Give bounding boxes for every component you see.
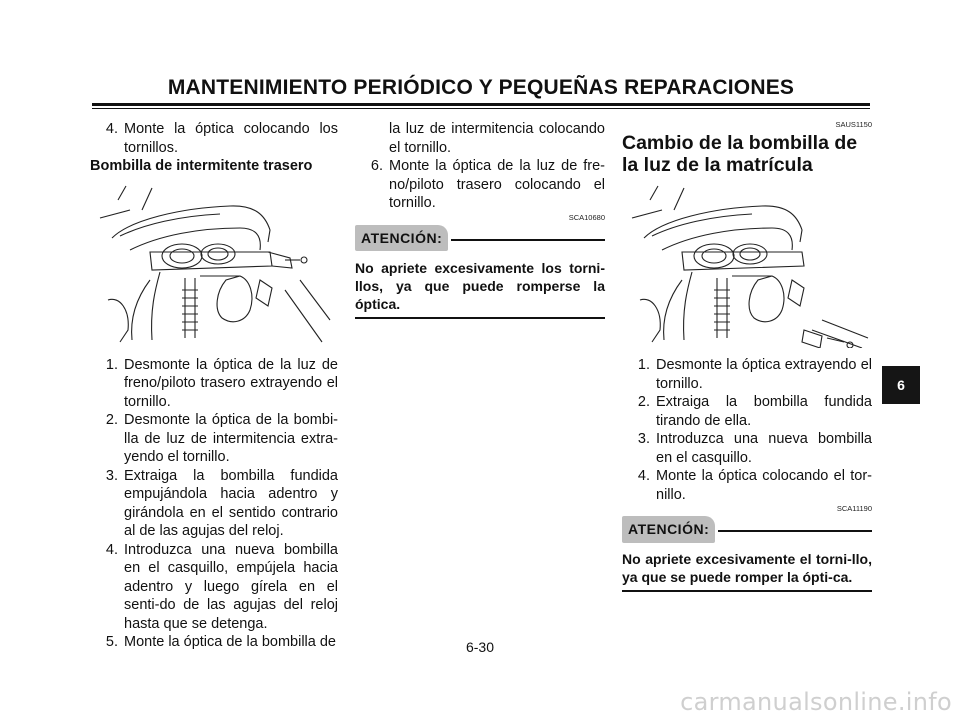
step-number: 1. — [105, 356, 118, 373]
figure-license-plate-light — [622, 180, 870, 348]
list-item — [355, 120, 605, 157]
step-number: 5. — [105, 634, 118, 650]
list-item — [90, 120, 338, 157]
attention-badge: ATENCIÓN: — [355, 225, 448, 252]
header-rule — [92, 103, 870, 106]
list-item — [355, 157, 605, 213]
attention-bottom-rule — [622, 590, 872, 592]
attention-text: No apriete excesivamente los torni-llos, ya que puede romperse la óptica. — [355, 259, 605, 312]
attention-badge: ATENCIÓN: — [622, 516, 715, 543]
step-number: 2. — [637, 394, 650, 410]
list-item — [90, 411, 338, 467]
attention-bottom-rule — [355, 317, 605, 319]
watermark: carmanualsonline.info — [680, 688, 952, 716]
page-header-title: MANTENIMIENTO PERIÓDICO Y PEQUEÑAS REPARACIONES — [167, 76, 795, 99]
step-text: Extraiga la bombilla fundida empujándola hacia adentro y girándola en el sentido contrario al de las agujas del reloj. — [124, 467, 338, 539]
step-number: 4. — [105, 541, 118, 558]
attention-rule — [718, 530, 872, 532]
step-text: Monte la óptica colocando el tor-nillo. — [656, 468, 872, 503]
chapter-tab: 6 — [882, 366, 920, 404]
step-text: Desmonte la óptica extrayendo el tornillo. — [656, 357, 872, 392]
reference-code: SAUS1150 — [835, 120, 872, 129]
list-item — [90, 541, 338, 634]
attention-header — [622, 516, 872, 544]
scooter-rear-drawing — [90, 180, 338, 348]
list-item — [90, 356, 338, 412]
step-text: la luz de intermitencia colocando el tornillo. — [389, 121, 605, 156]
step-number: 4. — [105, 121, 118, 137]
step-number: 2. — [105, 412, 118, 428]
step-text: Extraiga la bombilla fundida tirando de ella. — [656, 394, 872, 429]
list-item — [90, 467, 338, 541]
step-text: Monte la óptica colocando los tornillos. — [124, 121, 338, 156]
reference-code: SCA11190 — [836, 504, 872, 513]
attention-header — [355, 225, 605, 253]
list-item — [622, 356, 872, 393]
step-number: 6. — [370, 158, 383, 174]
step-number: 3. — [637, 431, 650, 447]
column-2 — [355, 120, 605, 319]
step-number — [355, 120, 389, 157]
step-number: 4. — [637, 468, 650, 484]
step-text: Desmonte la óptica de la luz de freno/piloto trasero extrayendo el tornillo. — [124, 356, 338, 410]
column-3 — [622, 120, 872, 592]
attention-text: No apriete excesivamente el torni-llo, ya que se puede romper la ópti-ca. — [622, 551, 872, 585]
step-text: Monte la óptica de la luz de fre-no/piloto trasero colocando el tornillo. — [389, 158, 605, 211]
step-number: 1. — [637, 357, 650, 373]
page-number: 6-30 — [465, 639, 495, 655]
subheading-rear-turn-signal: Bombilla de intermitente trasero — [90, 158, 313, 174]
step-number: 3. — [105, 467, 118, 484]
list-item — [622, 430, 872, 467]
section-title: Cambio de la bombilla de la luz de la matrícula — [622, 132, 858, 176]
step-text: Desmonte la óptica de la bombi-lla de luz de intermitencia extra-yendo el tornillo. — [124, 412, 338, 465]
header-rule-thin — [92, 108, 870, 109]
figure-rear-light-assembly — [90, 180, 338, 348]
list-item — [622, 393, 872, 430]
scooter-license-light-drawing — [622, 180, 870, 348]
attention-rule — [451, 239, 605, 241]
column-1 — [90, 120, 338, 652]
step-text: Introduzca una nueva bombilla en el casquillo, empújela hacia adentro y luego gírela en el senti-do de las agujas del reloj hasta que se detenga. — [124, 541, 338, 632]
reference-code: SCA10680 — [568, 212, 605, 222]
step-text: Monte la óptica de la bombilla de — [124, 634, 336, 650]
list-item — [622, 467, 872, 504]
step-text: Introduzca una nueva bombilla en el casquillo. — [656, 431, 872, 466]
